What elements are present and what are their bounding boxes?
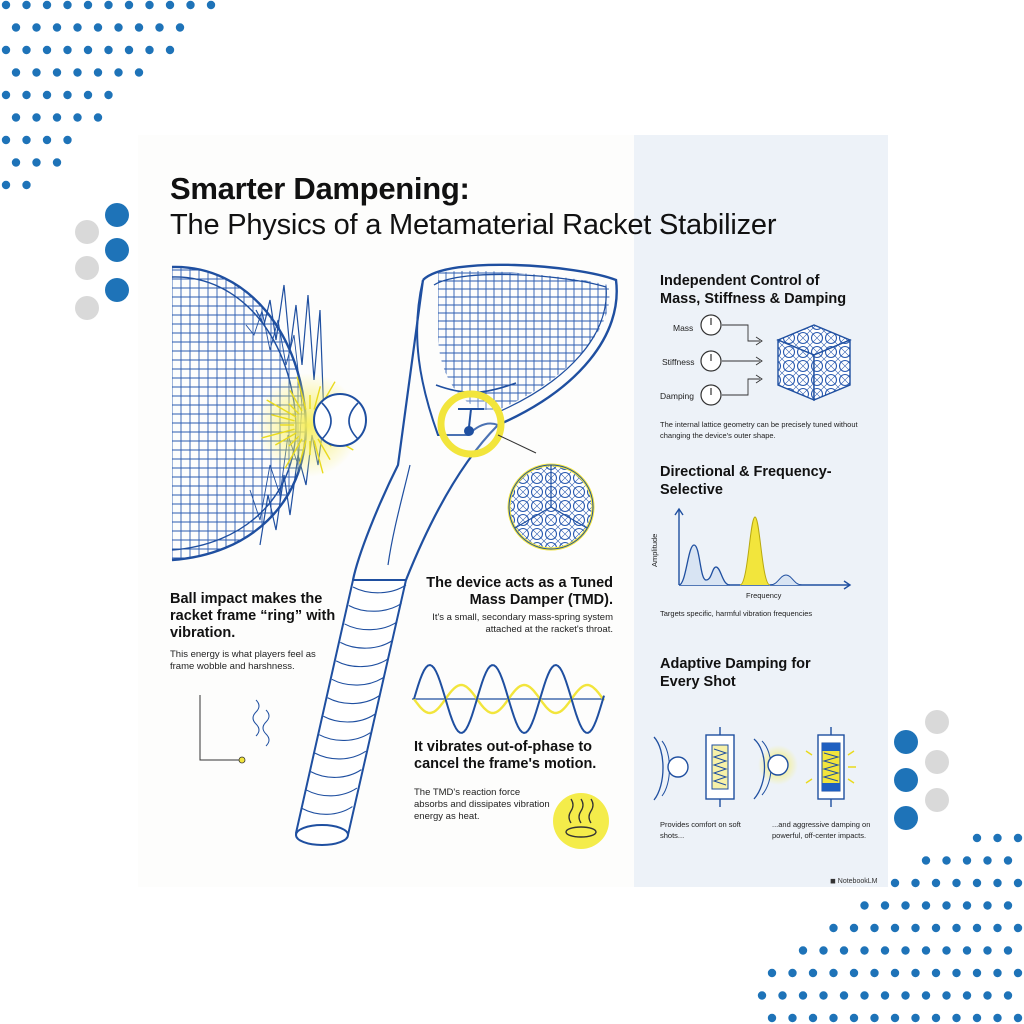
decor-dot: [53, 68, 61, 76]
decor-dot: [1004, 856, 1012, 864]
impact-heading: Ball impact makes the racket frame “ring” with vibration.: [170, 591, 336, 641]
decor-dot: [973, 969, 981, 977]
decor-big-dot: [75, 256, 99, 280]
phase-body: The TMD's reaction force absorbs and dissipates vibration energy as heat.: [414, 787, 550, 822]
freq-body: Targets specific, harmful vibration frequencies: [660, 609, 813, 618]
decor-dot: [32, 23, 40, 31]
decor-dot: [155, 23, 163, 31]
decor-dot: [63, 46, 71, 54]
decor-dot: [2, 46, 10, 54]
decor-dot: [1004, 946, 1012, 954]
decor-dot: [860, 946, 868, 954]
freq-xlabel: Frequency: [746, 591, 782, 600]
heat-dissipation-icon: [553, 793, 609, 849]
decor-dot: [2, 136, 10, 144]
decor-dot: [104, 46, 112, 54]
mass-label: Mass: [673, 323, 694, 333]
decor-dot: [922, 946, 930, 954]
decor-dot: [94, 113, 102, 121]
decor-dot: [799, 946, 807, 954]
phase-heading: It vibrates out-of-phase to cancel the frame's motion.: [414, 739, 597, 772]
lattice-cube-icon: [778, 325, 850, 400]
freq-ylabel: Amplitude: [650, 533, 659, 567]
decor-dot: [911, 969, 919, 977]
decor-dot: [22, 181, 30, 189]
decor-dot: [819, 991, 827, 999]
decor-dot: [73, 113, 81, 121]
decor-dot: [932, 969, 940, 977]
stabilizer-highlight: [441, 394, 536, 454]
decor-big-dot: [894, 806, 918, 830]
decor-dot: [43, 46, 51, 54]
decor-dot: [73, 68, 81, 76]
decor-dot: [860, 901, 868, 909]
decor-big-dot: [75, 296, 99, 320]
decor-dot: [1004, 991, 1012, 999]
decor-dot: [952, 879, 960, 887]
decor-dot: [135, 23, 143, 31]
decor-dot: [788, 969, 796, 977]
control-heading: Independent Control of Mass, Stiffness & Damping: [660, 273, 847, 307]
damping-label: Damping: [660, 391, 695, 401]
decor-dot: [881, 946, 889, 954]
infographic-card: [138, 135, 888, 887]
decor-dot: [84, 1, 92, 9]
decor-dot: [973, 879, 981, 887]
decor-dot: [32, 68, 40, 76]
adaptive-heading: Adaptive Damping for Every Shot: [660, 656, 811, 690]
decor-dot: [32, 158, 40, 166]
brand-label: NotebookLM: [837, 878, 878, 885]
brand-logo-icon: ◼: [830, 878, 836, 885]
decor-dot: [104, 1, 112, 9]
decor-dot: [104, 91, 112, 99]
decor-big-dot: [75, 220, 99, 244]
decor-dot: [63, 136, 71, 144]
decor-dot: [891, 879, 899, 887]
impact-leader-dot: [239, 757, 245, 763]
decor-dot: [22, 1, 30, 9]
decor-dot: [43, 1, 51, 9]
decor-dot: [942, 901, 950, 909]
decor-dot: [901, 901, 909, 909]
decor-dot: [799, 991, 807, 999]
decor-dot: [983, 946, 991, 954]
decor-dot: [860, 991, 868, 999]
decor-big-dot: [894, 730, 918, 754]
freq-heading: Directional & Frequency-Selective: [660, 464, 832, 498]
control-body: The internal lattice geometry can be precisely tuned without changing the device's outer shape.: [660, 420, 858, 440]
decor-dot: [22, 136, 30, 144]
decor-dot: [932, 924, 940, 932]
decor-dot: [63, 91, 71, 99]
decor-dot: [993, 924, 1001, 932]
dial-knob-icon: [701, 351, 721, 371]
tmd-body: It's a small, secondary mass-spring system attached at the racket's throat.: [432, 612, 613, 635]
decor-dot: [1014, 1014, 1022, 1022]
decor-dot: [12, 158, 20, 166]
impact-body: This energy is what players feel as frame wobble and harshness.: [170, 649, 316, 672]
decor-dot: [1014, 924, 1022, 932]
decor-dot: [53, 158, 61, 166]
decor-big-dot: [925, 750, 949, 774]
decor-dot: [932, 879, 940, 887]
decor-dot: [135, 68, 143, 76]
decor-big-dot: [105, 238, 129, 262]
decor-dot: [952, 1014, 960, 1022]
decor-dot: [43, 91, 51, 99]
decor-dot: [73, 23, 81, 31]
decor-dot: [942, 856, 950, 864]
decor-dot: [94, 68, 102, 76]
decor-dot: [922, 856, 930, 864]
decor-dot: [2, 1, 10, 9]
decor-dot: [942, 991, 950, 999]
decor-dot: [922, 901, 930, 909]
decor-dot: [809, 1014, 817, 1022]
decor-dot: [952, 924, 960, 932]
illustration-layer: [138, 135, 888, 887]
decor-dot: [870, 924, 878, 932]
decor-big-dot: [925, 788, 949, 812]
decor-big-dot: [894, 768, 918, 792]
power-shot-icon: [754, 727, 856, 807]
decor-dot: [63, 1, 71, 9]
out-of-phase-wave-diagram: [412, 665, 604, 733]
metamaterial-lattice-icon: [509, 465, 593, 549]
decor-dot: [12, 23, 20, 31]
decor-dot: [983, 901, 991, 909]
tennis-ball-icon: [314, 394, 366, 446]
decor-dot: [993, 969, 1001, 977]
decor-dot: [881, 901, 889, 909]
decor-dot: [12, 68, 20, 76]
frequency-response-chart: [675, 509, 850, 589]
decor-dot: [1014, 879, 1022, 887]
decor-dot: [942, 946, 950, 954]
decor-dot: [973, 834, 981, 842]
decor-dot: [145, 1, 153, 9]
decor-dot: [840, 991, 848, 999]
decor-dot: [758, 991, 766, 999]
tmd-heading: The device acts as a Tuned Mass Damper (TMD).: [426, 575, 613, 608]
decor-dot: [963, 946, 971, 954]
decor-dot: [922, 991, 930, 999]
stiffness-label: Stiffness: [662, 357, 695, 367]
decor-dot: [850, 969, 858, 977]
decor-dot: [973, 924, 981, 932]
decor-dot: [788, 1014, 796, 1022]
decor-dot: [891, 924, 899, 932]
decor-dot: [901, 946, 909, 954]
knob-icons: [701, 315, 762, 405]
decor-dot: [114, 68, 122, 76]
decor-dot: [53, 113, 61, 121]
decor-dot: [22, 46, 30, 54]
decor-dot: [94, 23, 102, 31]
decor-dot: [768, 1014, 776, 1022]
decor-dot: [911, 879, 919, 887]
decor-dot: [952, 969, 960, 977]
decor-dot: [1014, 834, 1022, 842]
decor-dot: [850, 1014, 858, 1022]
decor-dot: [891, 1014, 899, 1022]
decor-dot: [778, 991, 786, 999]
decor-dot: [932, 1014, 940, 1022]
decor-dot: [963, 901, 971, 909]
brand-watermark: [830, 877, 877, 885]
decor-dot: [870, 969, 878, 977]
dial-knob-icon: [701, 315, 721, 335]
decor-dot: [870, 1014, 878, 1022]
decor-dot: [114, 23, 122, 31]
decor-dot: [12, 113, 20, 121]
soft-caption: Provides comfort on soft shots...: [660, 820, 741, 840]
decor-dot: [901, 991, 909, 999]
decor-dot: [43, 136, 51, 144]
decor-dot: [881, 991, 889, 999]
decor-dot: [911, 1014, 919, 1022]
decor-dot: [993, 879, 1001, 887]
decor-dot: [32, 113, 40, 121]
decor-dot: [207, 1, 215, 9]
decor-dot: [176, 23, 184, 31]
soft-shot-icon: [654, 727, 734, 807]
decor-dot: [993, 1014, 1001, 1022]
decor-dot: [186, 1, 194, 9]
decor-dot: [840, 946, 848, 954]
decor-dot: [768, 969, 776, 977]
decor-dot: [963, 991, 971, 999]
decor-big-dot: [925, 710, 949, 734]
decor-dot: [84, 46, 92, 54]
decor-big-dot: [105, 278, 129, 302]
power-caption: ...and aggressive damping on powerful, off-center impacts.: [772, 820, 871, 840]
decor-dot: [125, 1, 133, 9]
decor-dot: [891, 969, 899, 977]
decor-dot: [829, 924, 837, 932]
decor-big-dot: [105, 203, 129, 227]
decor-dot: [1004, 901, 1012, 909]
decor-dot: [809, 969, 817, 977]
title-line-1: Smarter Dampening:: [170, 171, 470, 206]
decor-dot: [983, 856, 991, 864]
decor-dot: [850, 924, 858, 932]
decor-dot: [819, 946, 827, 954]
decor-dot: [166, 1, 174, 9]
decor-dot: [2, 91, 10, 99]
dial-knob-icon: [701, 385, 721, 405]
decor-dot: [829, 969, 837, 977]
title-line-2: The Physics of a Metamaterial Racket Stabilizer: [170, 209, 777, 241]
decor-dot: [22, 91, 30, 99]
decor-dot: [1014, 969, 1022, 977]
decor-dot: [2, 181, 10, 189]
decor-dot: [963, 856, 971, 864]
decor-dot: [53, 23, 61, 31]
decor-dot: [145, 46, 153, 54]
decor-dot: [973, 1014, 981, 1022]
decor-dot: [84, 91, 92, 99]
impact-leader-line: [200, 695, 240, 760]
decor-dot: [983, 991, 991, 999]
decor-dot: [829, 1014, 837, 1022]
decor-dot: [911, 924, 919, 932]
decor-dot: [166, 46, 174, 54]
decor-dot: [993, 834, 1001, 842]
decor-dot: [125, 46, 133, 54]
